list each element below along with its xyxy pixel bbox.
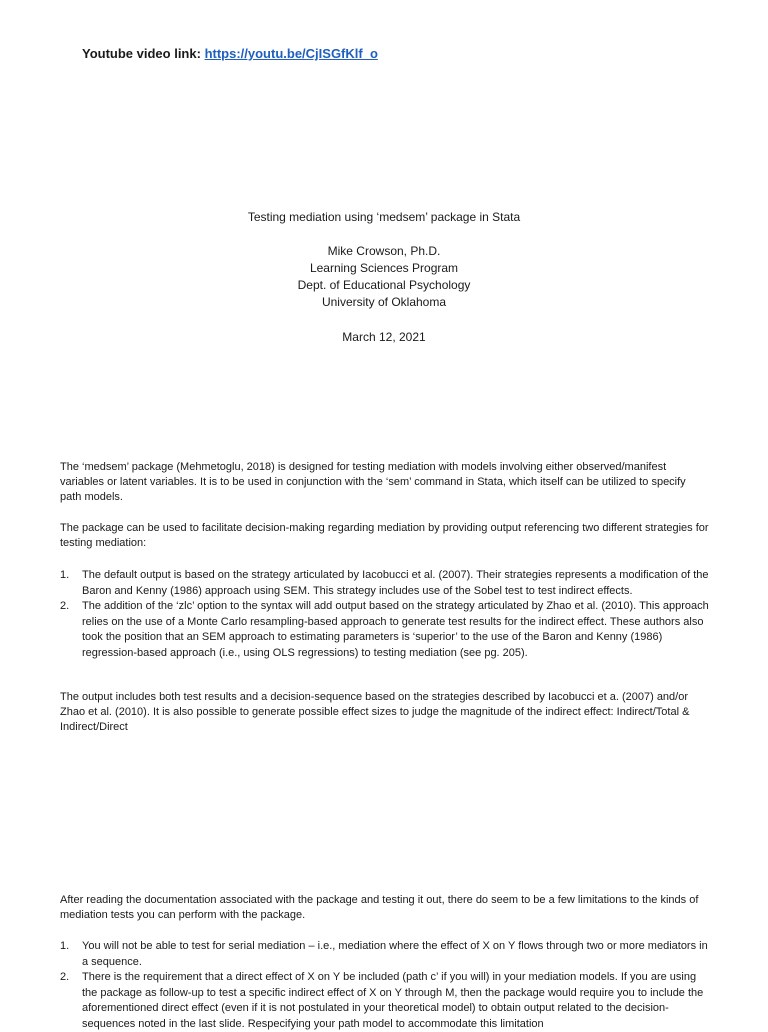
intro-paragraph-2: The package can be used to facilitate decision-making regarding mediation by providing output referencing two different strategies for testing mediation: bbox=[60, 522, 709, 549]
output-paragraph: The output includes both test results and a decision-sequence based on the strategies described by Iacobucci et a. (2007) and/or Zhao et al. (2010). It is also possible to generate possible effect sizes to judge the magnitude of the indirect effect: Indirect/Total & Indirect/Direct bbox=[60, 691, 690, 733]
list-item: 2. There is the requirement that a direct effect of X on Y be included (path c’ if you will) in your mediation models. If you are using the package as follow-up to test a specific indirect effect of X on Y through M, then the package would require you to include the aforementioned direct effect (even if it is not postulated in your theoretical model) to obtain output related to the decision-sequences noted in the last slide. Respecifying your path model to accommodate this limitation bbox=[60, 971, 704, 1030]
list-item: 2. The addition of the ‘zlc’ option to the syntax will add output based on the strategy articulated by Zhao et al. (2010). This approach relies on the use of a Monte Carlo resampling-based approach to generate test results for the indirect effect. These authors also took the position that an SEM approach to estimating parameters is ‘superior’ to the use of the Baron and Kenny (1986) regression-based approach (i.e., using OLS regressions) to testing mediation (see pg. 205). bbox=[60, 600, 709, 659]
document-title: Testing mediation using ‘medsem’ package in Stata bbox=[247, 210, 521, 224]
strategies-list bbox=[60, 568, 710, 661]
department-name: Dept. of Educational Psychology bbox=[297, 278, 471, 292]
list-item: 1. The default output is based on the strategy articulated by Iacobucci et al. (2007). Their strategies represents a modification of the Baron and Kenny (1986) approach using SEM. This strategy includes use of the Sobel test to test indirect effects. bbox=[60, 569, 709, 597]
program-name: Learning Sciences Program bbox=[309, 261, 459, 275]
limitations-list bbox=[60, 939, 710, 1032]
video-link[interactable]: https://youtu.be/CjISGfKlf_o bbox=[204, 46, 378, 61]
university-name: University of Oklahoma bbox=[321, 295, 447, 309]
limitations-intro-paragraph: After reading the documentation associated with the package and testing it out, there do seem to be a few limitations to the kinds of mediation tests you can perform with the package. bbox=[60, 894, 699, 921]
video-link-line bbox=[82, 45, 378, 62]
video-link-label: Youtube video link: bbox=[82, 46, 201, 61]
author-name: Mike Crowson, Ph.D. bbox=[327, 244, 441, 258]
document-date: March 12, 2021 bbox=[342, 330, 426, 344]
intro-paragraph-1: The ‘medsem’ package (Mehmetoglu, 2018) is designed for testing mediation with models involving either observed/manifest variables or latent variables. It is to be used in conjunction with the ‘sem’ command in Stata, which itself can be utilized to specify path models. bbox=[60, 461, 686, 503]
list-item: 1. You will not be able to test for serial mediation – i.e., mediation where the effect of X on Y flows through two or more mediators in a sequence. bbox=[60, 940, 708, 968]
